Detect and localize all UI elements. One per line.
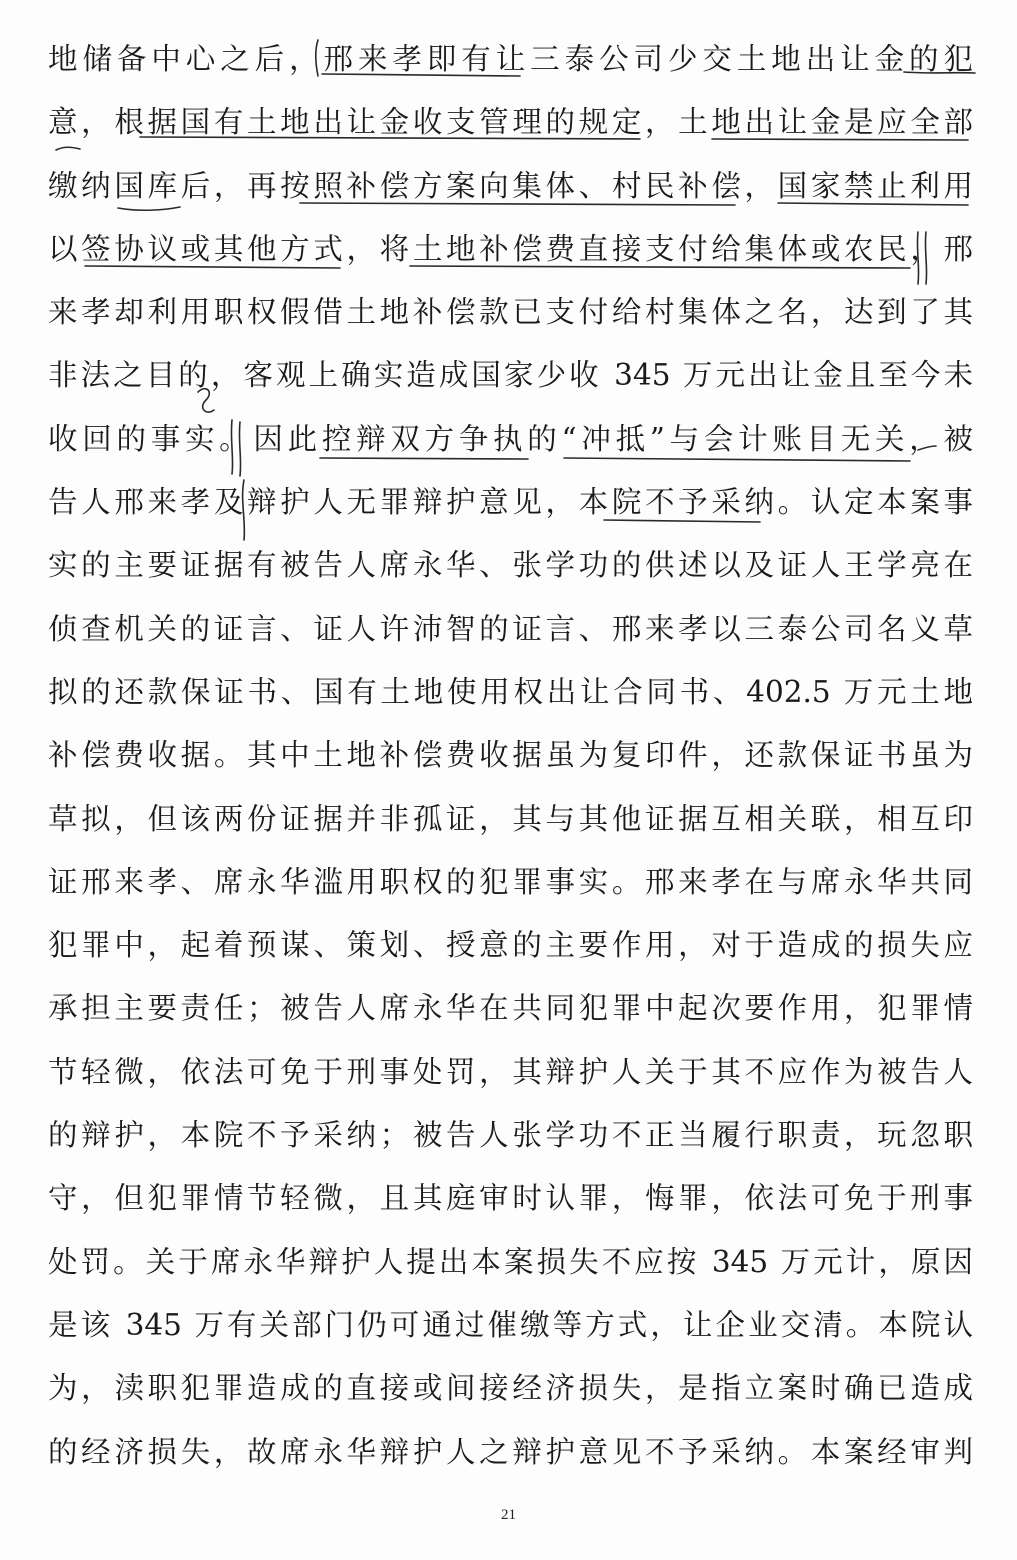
text-line-9: 实的主要证据有被告人席永华、张学功的供述以及证人王学亮在 [48, 548, 973, 583]
text-line-8: 告人邢来孝及辩护人无罪辩护意见，本院不予采纳。认定本案事 [48, 485, 973, 520]
text-line-19: 守，但犯罪情节轻微，且其庭审时认罪，悔罪，依法可免于刑事 [48, 1181, 973, 1216]
text-line-5: 来孝却利用职权假借土地补偿款已支付给村集体之名，达到了其 [48, 295, 973, 330]
text-line-17: 节轻微，依法可免于刑事处罚，其辩护人关于其不应作为被告人 [48, 1054, 973, 1089]
text-line-2: 意，根据国有土地出让金收支管理的规定，土地出让金是应全部 [48, 105, 973, 140]
text-line-3: 缴纳国库后，再按照补偿方案向集体、村民补偿，国家禁止利用 [48, 168, 973, 203]
text-line-18: 的辩护，本院不予采纳；被告人张学功不正当履行职责，玩忽职 [48, 1118, 973, 1153]
text-line-14: 证邢来孝、席永华滥用职权的犯罪事实。邢来孝在与席永华共同 [48, 864, 973, 899]
text-line-23: 的经济损失，故席永华辩护人之辩护意见不予采纳。本案经审判 [48, 1434, 973, 1469]
text-line-7: 收回的事实。因此控辩双方争执的“冲抵”与会计账目无关，被 [48, 421, 973, 456]
text-line-12: 补偿费收据。其中土地补偿费收据虽为复印件，还款保证书虽为 [48, 738, 973, 773]
page-number: 21 [501, 1507, 516, 1523]
text-line-11: 拟的还款保证书、国有土地使用权出让合同书、402.5 万元土地 [48, 674, 973, 709]
document-body [48, 28, 973, 1484]
text-line-22: 为，渎职犯罪造成的直接或间接经济损失，是指立案时确已造成 [48, 1371, 973, 1406]
text-line-6: 非法之目的，客观上确实造成国家少收 345 万元出让金且至今未 [48, 358, 973, 393]
text-line-4: 以签协议或其他方式，将土地补偿费直接支付给集体或农民，邢 [48, 231, 973, 266]
text-line-15: 犯罪中，起着预谋、策划、授意的主要作用，对于造成的损失应 [48, 928, 973, 963]
text-line-1: 地储备中心之后，邢来孝即有让三泰公司少交土地出让金的犯 [48, 42, 973, 76]
text-line-10: 侦查机关的证言、证人许沛智的证言、邢来孝以三泰公司名义草 [48, 611, 973, 646]
text-line-13: 草拟，但该两份证据并非孤证，其与其他证据互相关联，相互印 [48, 801, 973, 836]
text-line-16: 承担主要责任；被告人席永华在共同犯罪中起次要作用，犯罪情 [48, 991, 973, 1026]
text-line-21: 是该 345 万有关部门仍可通过催缴等方式，让企业交清。本院认 [48, 1307, 973, 1342]
text-line-20: 处罚。关于席永华辩护人提出本案损失不应按 345 万元计，原因 [48, 1244, 973, 1279]
